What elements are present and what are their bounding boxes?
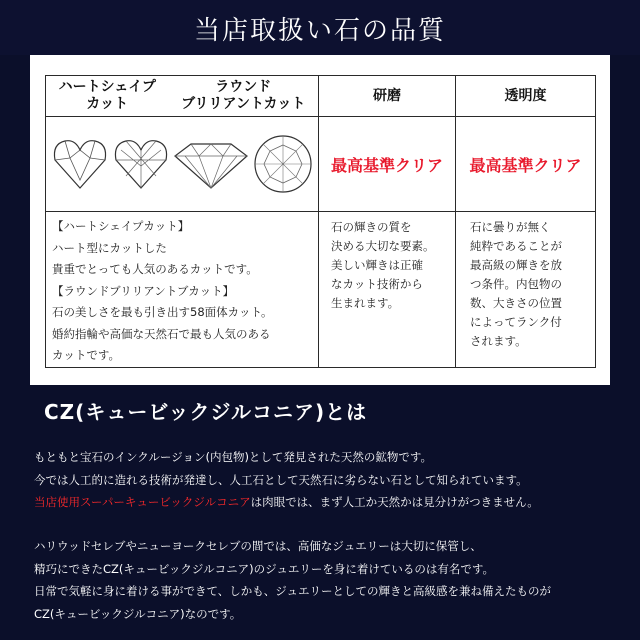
- cz-text-line: 今では人工的に造れる技術が発達し、人工石として天然石に劣らない石として知られています。: [34, 472, 528, 487]
- polish-header: 研磨: [319, 76, 456, 117]
- quality-panel: [30, 55, 610, 385]
- heart-brilliant-gem-icon: [111, 136, 171, 192]
- cz-heading: CZ(キュービックジルコニア)とは: [44, 400, 368, 424]
- cz-paragraph-1: [34, 446, 539, 514]
- round-side-gem-icon: [171, 136, 251, 192]
- cz-text-line: ハリウッドセレブやニューヨークセレブの間では、高価なジュエリーは大切に保管し、: [34, 539, 482, 553]
- cut-desc-line: 貴重でとっても人気のあるカットです。: [52, 262, 258, 276]
- clarity-grade: 最高基準クリア: [456, 117, 596, 212]
- cz-highlight-line: [34, 491, 539, 514]
- cz-highlight-b: スーパーキュービックジルコニア: [80, 495, 251, 509]
- cut-header-cell: [46, 76, 319, 117]
- round-top-gem-icon: [252, 133, 314, 195]
- clarity-header: 透明度: [456, 76, 596, 117]
- cut-description: [46, 212, 319, 368]
- cz-highlight-a: 当店使用: [34, 495, 80, 509]
- cz-text-line: 精巧にできたCZ(キュービックジルコニア)のジュエリーを身に着けているのは有名です。: [34, 561, 494, 576]
- polish-grade: 最高基準クリア: [319, 117, 456, 212]
- clarity-description: 石に曇りが無く 純粋であることが 最高級の輝きを放 つ条件。内包物の 数、大きさの位置 によってランク付 されます。: [456, 212, 596, 368]
- quality-table: [45, 75, 596, 368]
- cz-paragraph-2: [34, 535, 551, 625]
- cz-highlight-tail: は肉眼では、まず人工か天然かは見分けがつきません。: [250, 495, 539, 509]
- cut-desc-line: 婚約指輪や高価な天然石で最も人気のある: [52, 326, 271, 341]
- cut-desc-line: 【ラウンドブリリアントブカット】: [52, 283, 235, 298]
- cut-shapes-cell: [46, 117, 319, 212]
- cut-desc-line: カットです。: [52, 348, 120, 362]
- cut-desc-line: ハート型にカットした: [52, 240, 167, 255]
- cut-desc-line: 石の美しさを最も引き出す58面体カット。: [52, 305, 273, 319]
- cz-text-line: 日常で気軽に身に着ける事ができて、しかも、ジュエリーとしての輝きと高級感を兼ね備えたものが: [34, 584, 552, 598]
- cut-desc-line: 【ハートシェイプカット】: [52, 219, 190, 233]
- page-title: 当店取扱い石の品質: [193, 16, 446, 46]
- cz-text-line: もともと宝石のインクルージョン(内包物)として発見された天然の鉱物です。: [34, 450, 433, 464]
- cz-text-line: CZ(キュービックジルコニア)なのです。: [34, 606, 242, 621]
- heart-outline-gem-icon: [50, 136, 110, 192]
- round-cut-header: ラウンド ブリリアントカット: [181, 79, 306, 112]
- polish-description: 石の輝きの質を 決める大切な要素。 美しい輝きは正確 なカット技術から 生まれます。: [319, 212, 456, 368]
- heart-cut-header: ハートシェイプ カット: [58, 79, 156, 112]
